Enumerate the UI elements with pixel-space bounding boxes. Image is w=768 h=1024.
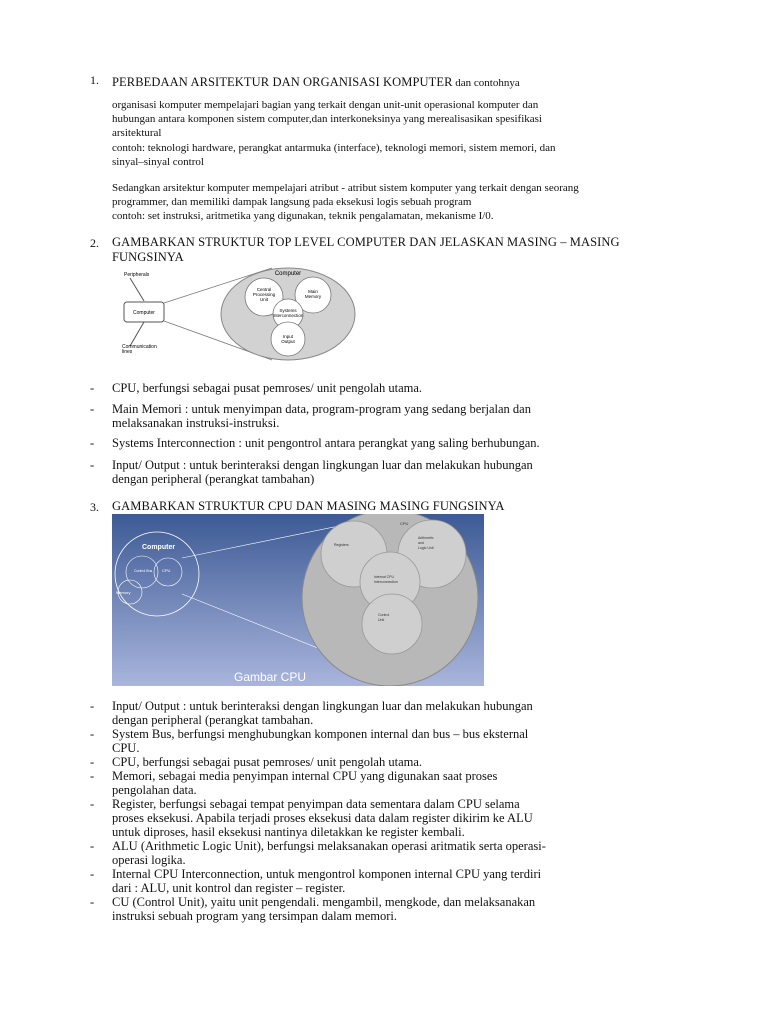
s3-bullet-line: dengan peripheral (perangkat tambahan. xyxy=(112,713,314,727)
s3-bullet-line: untuk diproses, hasil eksekusi nantinya diletakkan ke register kembali. xyxy=(112,825,465,839)
cpu-structure-figure xyxy=(112,514,484,686)
bullet-dash: - xyxy=(90,458,95,472)
s2-bullet-line: Systems Interconnection : unit pengontrol antara perangkat yang saling berhubungan. xyxy=(112,436,540,450)
s1-para1-line: organisasi komputer mempelajari bagian yang terkait dengan unit-unit operasional komputer dan xyxy=(112,99,539,111)
computer-ellipse-label: Computer xyxy=(274,271,302,277)
s3-bullet-line: operasi logika. xyxy=(112,853,186,867)
s3-bullet-line: Memori, sebagai media penyimpan internal CPU yang digunakan saat proses xyxy=(112,769,498,783)
s1-para1-line: hubungan antara komponen sistem computer,dan interkoneksinya yang merealisasikan spesifikasi xyxy=(112,113,542,125)
computer-box-label: Computer xyxy=(133,310,155,316)
s3-bullet-line: Register, berfungsi sebagai tempat penyimpan data sementara dalam CPU selama xyxy=(112,797,520,811)
bullet-dash: - xyxy=(90,436,95,450)
bullet-dash: - xyxy=(90,867,95,881)
section-3-heading: GAMBARKAN STRUKTUR CPU DAN MASING MASING FUNGSINYA xyxy=(112,499,505,513)
s1-para2-line: Sedangkan arsitektur komputer mempelajari atribut - atribut sistem komputer yang terkait dengan seorang xyxy=(112,182,579,194)
s3-bullet-line: CPU, berfungsi sebagai pusat pemroses/ unit pengolah utama. xyxy=(112,755,423,769)
s1-para2-line: programmer, dan memiliki dampak langsung pada eksekusi logis sebuah program xyxy=(112,196,472,208)
peripherals-label: Peripherals xyxy=(124,272,150,278)
section-2-number: 2. xyxy=(90,236,99,250)
bullet-dash: - xyxy=(90,699,95,713)
alu-label: Logic Unit xyxy=(418,546,434,550)
registers-label: Registers xyxy=(334,543,349,547)
section-1-heading-tail: dan contohnya xyxy=(452,77,520,89)
cpu-label: Central xyxy=(256,287,272,292)
bullet-dash: - xyxy=(90,839,95,853)
control-label: Control xyxy=(378,613,390,617)
bus-small-label: Control Bus xyxy=(134,569,153,573)
s1-para1-line: sinyal–sinyal control xyxy=(112,156,204,168)
cpu-label: Unit xyxy=(259,297,269,302)
memory-label: Memory xyxy=(304,294,322,299)
bullet-dash: - xyxy=(90,769,95,783)
s3-bullet-line: System Bus, berfungsi menghubungkan komponen internal dan bus – bus eksternal xyxy=(112,727,529,741)
bullet-dash: - xyxy=(90,895,95,909)
memory-label: Main xyxy=(308,289,318,294)
s3-bullet-line: proses eksekusi. Apabila terjadi proses eksekusi data dalam register dikirim ke ALU xyxy=(112,811,533,825)
communication-line xyxy=(130,322,144,346)
s2-bullet-line: dengan peripheral (perangkat tambahan) xyxy=(112,472,315,486)
s2-bullet-line: Main Memori : untuk menyimpan data, program-program yang sedang berjalan dan xyxy=(112,402,531,416)
section-1-heading-caps: PERBEDAAN ARSITEKTUR DAN ORGANISASI KOMPUTER xyxy=(112,75,453,89)
io-label: Input xyxy=(282,334,294,339)
control-circle xyxy=(362,594,422,654)
s1-para1-line: contoh: teknologi hardware, perangkat antarmuka (interface), teknologi memori, sistem memori, dan xyxy=(112,142,556,154)
figure-caption: Gambar CPU xyxy=(234,670,307,684)
io-label: Output xyxy=(281,339,295,344)
alu-label: and xyxy=(418,541,424,545)
s3-bullet-line: Internal CPU Interconnection, untuk mengontrol komponen internal CPU yang terdiri xyxy=(112,867,542,881)
s3-bullet-line: ALU (Arithmetic Logic Unit), berfungsi melaksanakan operasi aritmatik serta operasi- xyxy=(112,839,546,853)
section-2-heading: FUNGSINYA xyxy=(112,250,184,264)
section-1-heading xyxy=(112,73,520,91)
s3-bullet-line: CU (Control Unit), yaitu unit pengendali. mengambil, mengkode, dan melaksanakan xyxy=(112,895,536,909)
bullet-dash: - xyxy=(90,755,95,769)
s2-bullet-line: Input/ Output : untuk berinteraksi dengan lingkungan luar dan melakukan hubungan xyxy=(112,458,533,472)
section-1-number: 1. xyxy=(90,73,99,87)
s3-bullet-line: pengolahan data. xyxy=(112,783,197,797)
s3-bullet-line: dari : ALU, unit kontrol dan register – register. xyxy=(112,881,346,895)
systems-label: Interconnection xyxy=(272,313,304,318)
cpu-big-label: CPU xyxy=(400,521,409,526)
communication-label: lines xyxy=(122,349,133,355)
s1-para1-line: arsitektural xyxy=(112,127,162,139)
s1-para2-line: contoh: set instruksi, aritmetika yang digunakan, teknik pengalamatan, mekanisme I/0. xyxy=(112,210,494,222)
section-3-number: 3. xyxy=(90,500,99,514)
s2-bullet-line: CPU, berfungsi sebagai pusat pemroses/ unit pengolah utama. xyxy=(112,381,423,395)
memory-small-label: Memory xyxy=(116,590,131,595)
bullet-dash: - xyxy=(90,797,95,811)
top-level-computer-diagram xyxy=(112,264,362,364)
s3-bullet-line: Input/ Output : untuk berinteraksi dengan lingkungan luar dan melakukan hubungan xyxy=(112,699,533,713)
internal-label: Internal CPU xyxy=(374,575,395,579)
s2-bullet-line: melaksanakan instruksi-instruksi. xyxy=(112,416,280,430)
bullet-dash: - xyxy=(90,727,95,741)
bullet-dash: - xyxy=(90,381,95,395)
alu-label: Arithmetic xyxy=(418,536,434,540)
cpu-label: Processing xyxy=(252,292,276,297)
section-2-heading: GAMBARKAN STRUKTUR TOP LEVEL COMPUTER DAN JELASKAN MASING – MASING xyxy=(112,235,620,249)
cpu-small-label: CPU xyxy=(162,568,171,573)
communication-label: Communication xyxy=(122,344,157,350)
computer-small-label: Computer xyxy=(142,544,176,551)
s3-bullet-line: CPU. xyxy=(112,741,140,755)
control-label: Unit xyxy=(378,618,385,622)
internal-label: Interconnection xyxy=(374,580,398,584)
systems-label: Systems xyxy=(279,308,297,313)
peripheral-line xyxy=(130,278,144,301)
s3-bullet-line: instruksi sebuah program yang tersimpan dalam memori. xyxy=(112,909,398,923)
bullet-dash: - xyxy=(90,402,95,416)
